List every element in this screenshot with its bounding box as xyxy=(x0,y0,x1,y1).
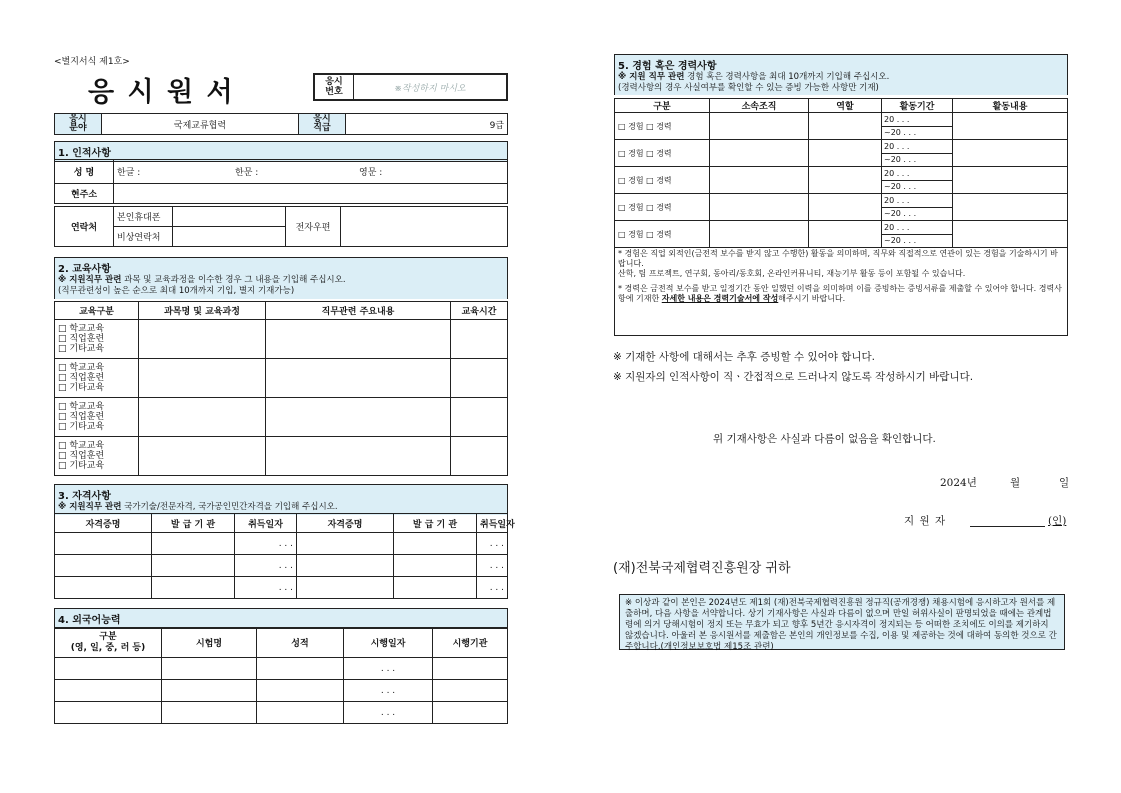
email-label: 전자우편 xyxy=(286,207,341,247)
addressee: (재)전북국제협력진흥원장 귀하 xyxy=(613,561,791,576)
qual-note-bold: ※ 지원직무 관련 xyxy=(58,502,122,512)
footnote-career: * 경력은 금전적 보수를 받고 일정기간 동안 일했던 이력을 의미하며 이를 증빙하는 증빙서류를 제출할 수 있어야 합니다. 경력사항에 기재한 자세한 내용은 경력기술서에 작성해주시기 바랍니다. xyxy=(618,284,1062,303)
exp-header-role: 역할 xyxy=(809,99,882,113)
application-field-table xyxy=(54,113,508,135)
education-note-bold: ※ 지원직무 관련 xyxy=(58,275,122,285)
edu-header-course: 과목명 및 교육과정 xyxy=(139,302,266,320)
exam-number-label: 응시 번호 xyxy=(314,74,354,100)
footnote-experience-examples: 산학, 팀 프로젝트, 연구회, 동아리/동호회, 온라인커뮤니티, 재능기부 활동 등이 포함될 수 있습니다. xyxy=(618,269,966,278)
table-row: . . . . . . xyxy=(55,555,508,577)
exp-header-type: 구분 xyxy=(615,99,710,113)
edu-type-cell[interactable]: □ 학교교육 □ 직업훈련 □ 기타교육 xyxy=(55,437,139,476)
form-label: <별지서식 제1호> xyxy=(54,57,130,67)
page-title: 응 시 원 서 xyxy=(88,77,235,108)
exam-number-placeholder: ※작성하지 마시오 xyxy=(354,74,508,100)
date-year[interactable]: 2024년 xyxy=(940,477,977,489)
qual-header-name-2: 자격증명 xyxy=(297,514,394,533)
qual-header-issuer: 발 급 기 관 xyxy=(152,514,235,533)
lang-header-org: 시행기관 xyxy=(433,628,508,658)
edu-type-cell[interactable]: □ 학교교육 □ 직업훈련 □ 기타교육 xyxy=(55,359,139,398)
exp-header-content: 활동내용 xyxy=(953,99,1068,113)
date-month[interactable]: 월 xyxy=(1010,477,1021,489)
table-row xyxy=(55,398,508,437)
experience-table xyxy=(614,98,1068,248)
alt-contact-label: 비상연락처 xyxy=(114,227,173,247)
grade-value[interactable]: 9급 xyxy=(346,114,508,135)
table-row: . . . xyxy=(55,680,508,702)
field-value[interactable]: 국제교류협력 xyxy=(102,114,299,135)
experience-footnotes xyxy=(614,247,1068,336)
section-experience xyxy=(614,54,1068,95)
table-row: □ 경험 □ 경력 20 . . . ~20 . . . xyxy=(615,194,1068,221)
table-row: □ 경험 □ 경력 20 . . . ~20 . . . xyxy=(615,167,1068,194)
table-row xyxy=(55,320,508,359)
exp-note-bold: ※ 지원 직무 관련 xyxy=(618,72,685,82)
edu-type-cell[interactable]: □ 학교교육 □ 직업훈련 □ 기타교육 xyxy=(55,320,139,359)
edu-type-cell[interactable]: □ 학교교육 □ 직업훈련 □ 기타교육 xyxy=(55,398,139,437)
email-field[interactable] xyxy=(341,207,508,247)
qual-header-date-2: 취득일자 xyxy=(477,514,508,533)
table-row xyxy=(55,359,508,398)
mobile-field[interactable] xyxy=(173,207,286,227)
address-label: 현주소 xyxy=(55,184,114,204)
grade-label: 응시 직급 xyxy=(299,114,346,135)
name-hanja[interactable]: 한문 : xyxy=(232,160,356,184)
edu-header-hours: 교육시간 xyxy=(451,302,508,320)
qual-header-issuer-2: 발 급 기 관 xyxy=(394,514,477,533)
lang-header-type: 구분 (영, 일, 중, 러 등) xyxy=(55,628,162,658)
qualification-table xyxy=(54,513,515,599)
table-row: . . . xyxy=(55,658,508,680)
mobile-label: 본인휴대폰 xyxy=(114,207,173,227)
section-qualification-title: 3. 자격사항 xyxy=(55,485,507,502)
table-row: □ 경험 □ 경력 20 . . . ~20 . . . xyxy=(615,221,1068,248)
edu-header-type: 교육구분 xyxy=(55,302,139,320)
lang-header-score: 성적 xyxy=(257,628,344,658)
exp-header-org: 소속조직 xyxy=(710,99,809,113)
table-row: . . . xyxy=(55,702,508,724)
section-language-title: 4. 외국어능력 xyxy=(55,609,507,629)
lang-header-date: 시행일자 xyxy=(344,628,433,658)
education-note: 과목 및 교육과정을 이수한 경우 그 내용을 기입해 주십시오. xyxy=(121,275,346,285)
exp-note2: (경력사항의 경우 사실여부를 확인할 수 있는 증빙 가능한 사항만 기재) xyxy=(618,83,879,93)
field-label: 응시 분야 xyxy=(55,114,102,135)
name-label: 성 명 xyxy=(55,160,114,184)
alt-contact-field[interactable] xyxy=(173,227,286,247)
footnote-career-emphasis: 자세한 내용은 경력기술서에 작성 xyxy=(661,294,779,303)
section-education-title: 2. 교육사항 xyxy=(55,258,507,275)
exam-number-box xyxy=(313,73,508,101)
confirmation-text: 위 기재사항은 사실과 다름이 없음을 확인합니다. xyxy=(713,433,936,445)
section-education xyxy=(54,257,508,299)
date-day[interactable]: 일 xyxy=(1059,477,1070,489)
table-row: □ 경험 □ 경력 20 . . . ~20 . . . xyxy=(615,113,1068,140)
table-row xyxy=(55,437,508,476)
lang-header-test: 시험명 xyxy=(162,628,257,658)
education-note2: (직무관련성이 높은 순으로 최대 10개까지 기입, 별지 기재가능) xyxy=(58,286,295,296)
name-english[interactable]: 영문 : xyxy=(356,160,508,184)
section-experience-title: 5. 경험 혹은 경력사항 xyxy=(615,55,1067,72)
exp-note: 경험 혹은 경력사항을 최대 10개까지 기입해 주십시오. xyxy=(684,72,890,82)
table-row: □ 경험 □ 경력 20 . . . ~20 . . . xyxy=(615,140,1068,167)
contact-label: 연락처 xyxy=(55,207,114,247)
qual-header-name: 자격증명 xyxy=(55,514,152,533)
qual-note: 국가기술/전문자격, 국가공인민간자격을 기입해 주십시오. xyxy=(121,502,338,512)
contact-table xyxy=(54,206,508,247)
signature-line[interactable] xyxy=(970,526,1045,527)
seal-mark: (인) xyxy=(1048,515,1067,527)
personal-table xyxy=(54,159,508,204)
section-qualification xyxy=(54,484,508,515)
table-row: . . . . . . xyxy=(55,577,508,599)
footnote-experience: * 경험은 직업 외적인(금전적 보수를 받지 않고 수행한) 활동을 의미하며, 직무와 직접적으로 연관이 있는 경험을 기술하시기 바랍니다. xyxy=(618,249,1058,268)
qual-header-date: 취득일자 xyxy=(235,514,297,533)
notice-evidence: ※ 기재한 사항에 대해서는 추후 증빙할 수 있어야 합니다. xyxy=(613,351,875,363)
language-table xyxy=(54,627,508,724)
address-field[interactable] xyxy=(114,184,508,204)
exp-header-period: 활동기간 xyxy=(882,99,953,113)
education-table xyxy=(54,301,508,476)
notice-anonymity: ※ 지원자의 인적사항이 직ㆍ간접적으로 드러나지 않도록 작성하시기 바랍니다. xyxy=(613,371,974,383)
section-language xyxy=(54,608,508,629)
name-hangul[interactable]: 한글 : xyxy=(114,160,233,184)
edu-header-content: 직무관련 주요내용 xyxy=(266,302,451,320)
consent-box: ※ 이상과 같이 본인은 2024년도 제1회 (재)전북국제협력진흥원 정규직(공개경쟁) 채용시험에 응시하고자 원서를 제출하며, 다음 사항을 서약합니다. 상기 기재사항은 사실과 다름이 없으며 만일 허위사실이 판명되었을 때에는 관계법령에 의거 당해시험이 정지 또는 무효가 되고 향후 5년간 응시자격이 정지되는 등 어떠한 조치에도 이의를 제기하지 않겠습니다. 아울러 본 응시원서를 제출함은 본인의 개인정보를 수집, 이용 및 제공하는 것에 대하여 동의한 것으로 간주합니다.(개인정보보호법 제15조 관련) xyxy=(619,594,1065,650)
applicant-label: 지 원 자 xyxy=(904,515,947,527)
table-row: . . . . . . xyxy=(55,533,508,555)
section-personal-title: 1. 인적사항 xyxy=(55,142,507,162)
